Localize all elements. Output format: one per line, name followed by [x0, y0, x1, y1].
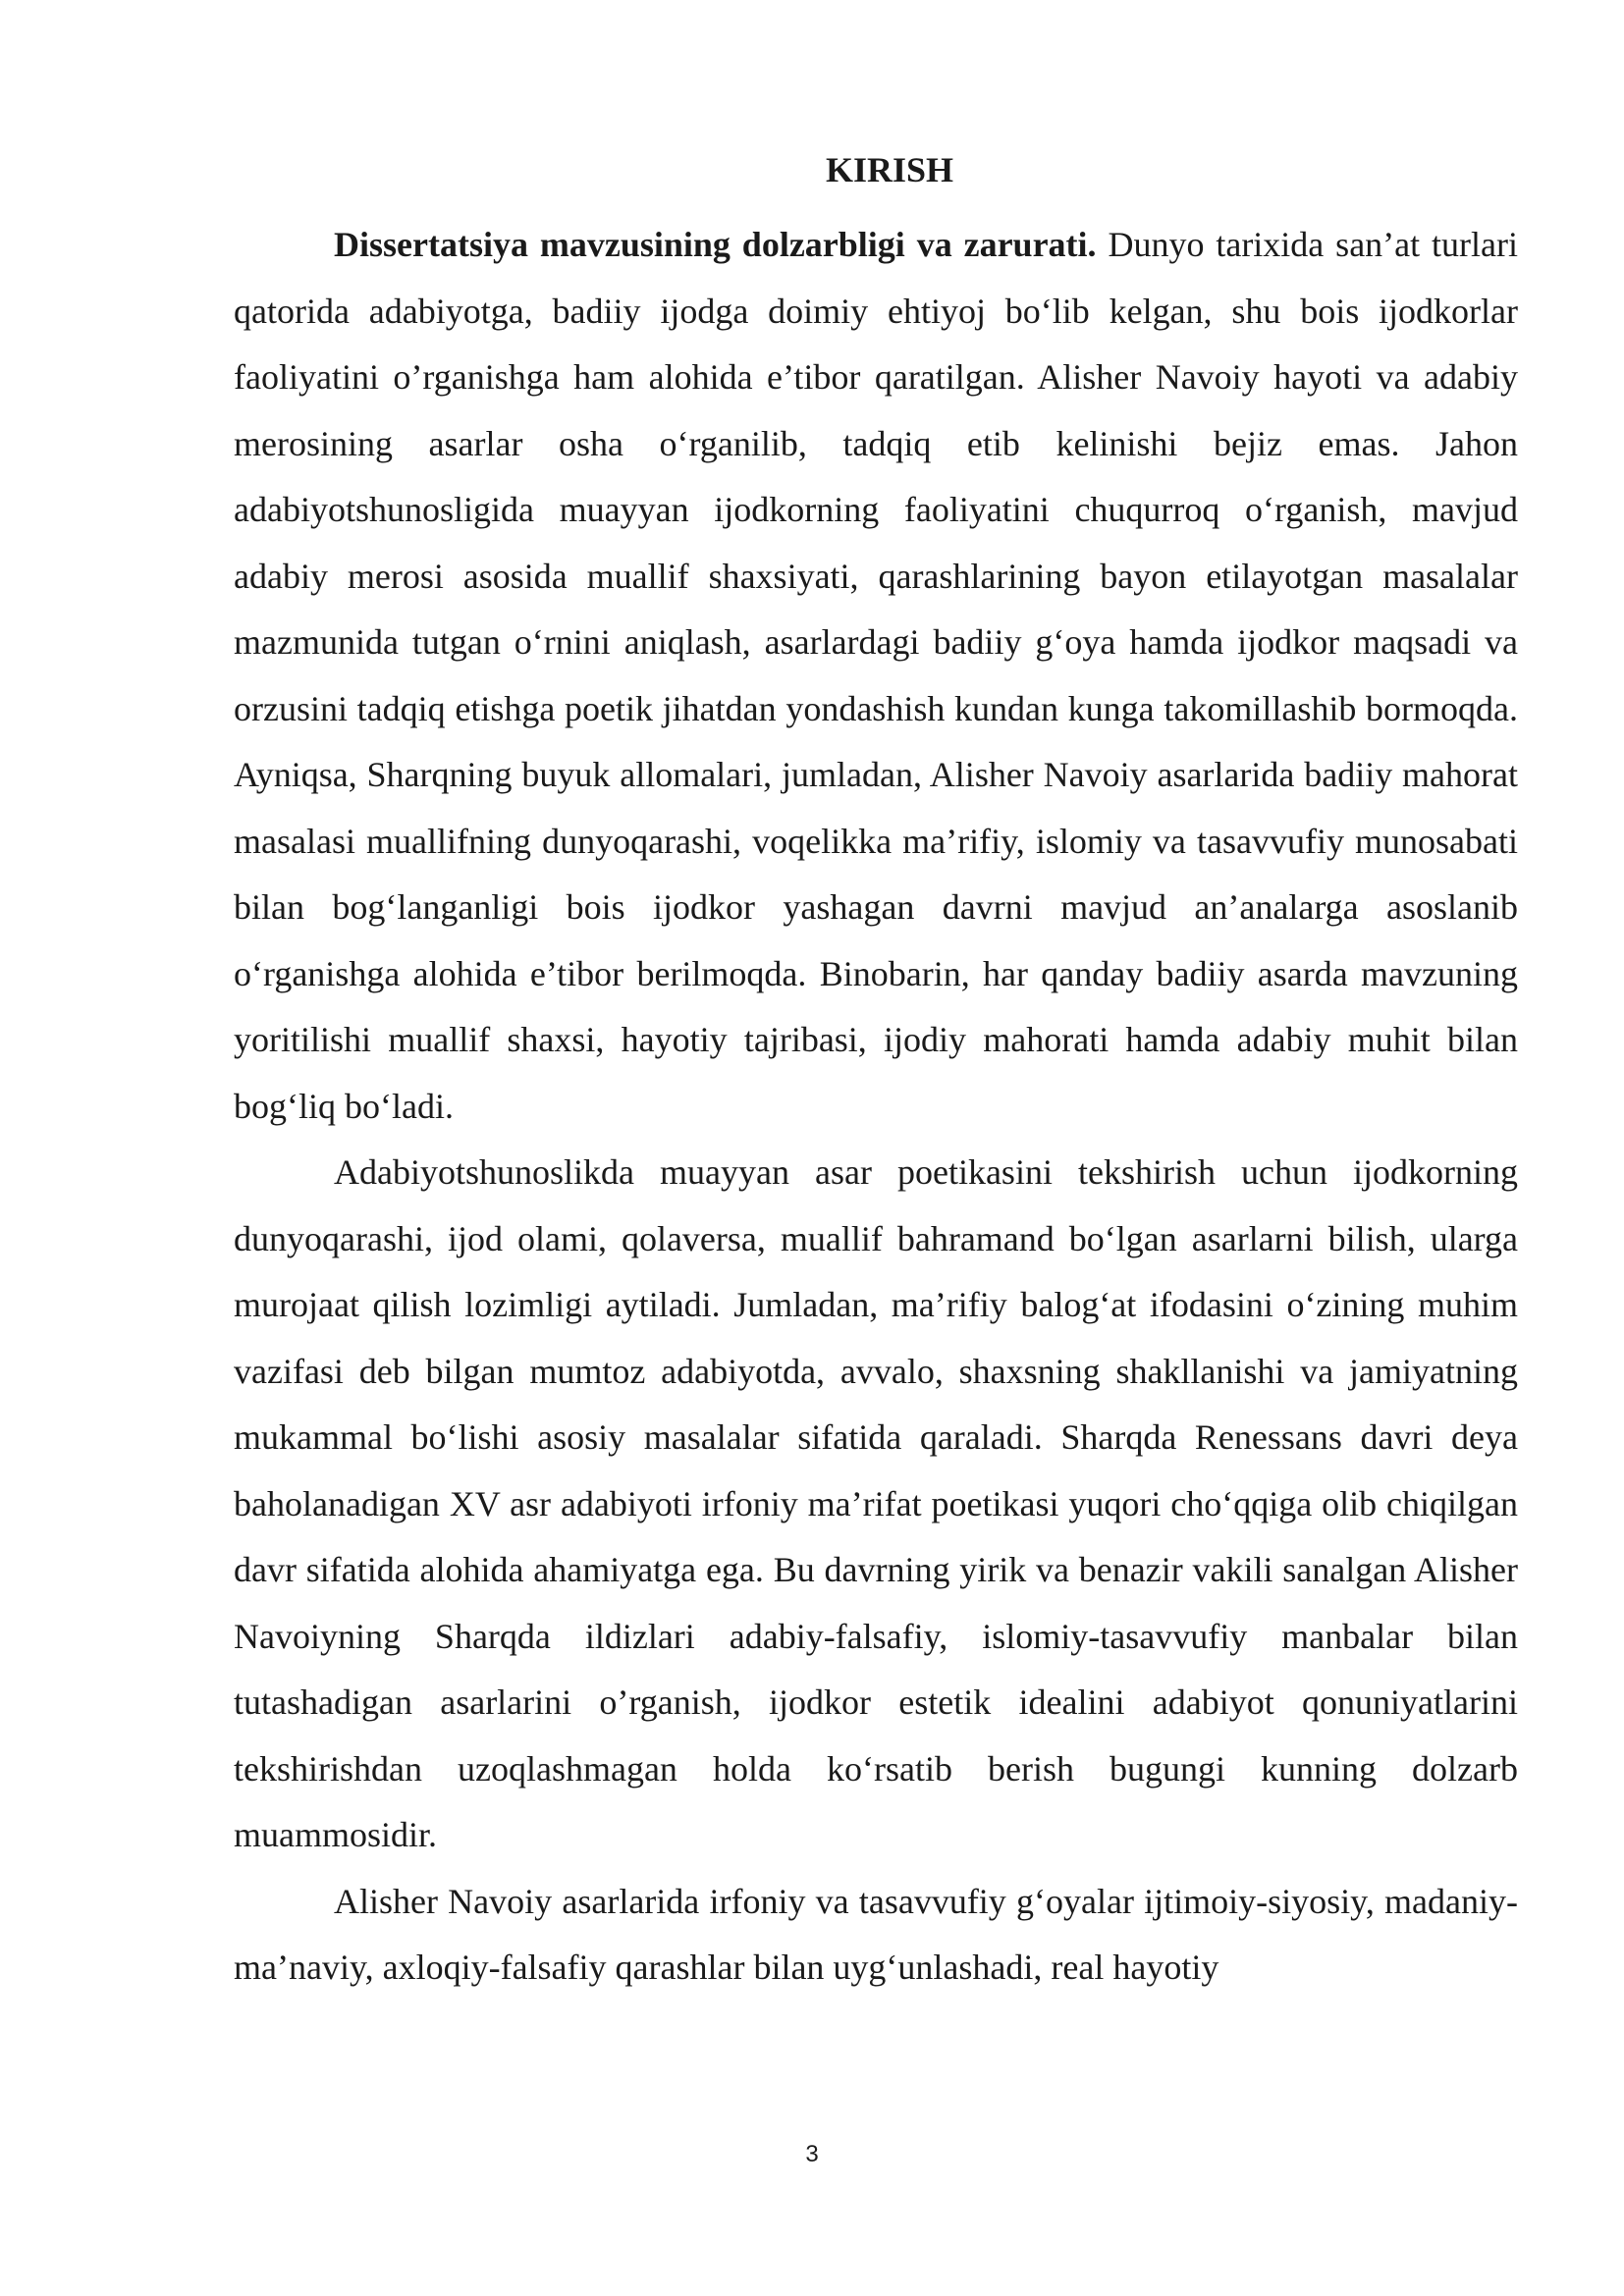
paragraph-lead-heading: Dissertatsiya mavzusining dolzarbligi va zarurati. — [334, 225, 1097, 264]
paragraph-relevance — [234, 212, 1518, 1140]
document-page — [234, 147, 1518, 2002]
paragraph-text: Dunyo tarixida san’at turlari qatorida adabiyotga, badiiy ijodga doimiy ehtiyoj bo‘lib kelgan, shu bois ijodkorlar faoliyatini o’rganishga ham alohida e’tibor qaratilgan. Alisher Navoiy hayoti va adabiy merosining asarlar osha o‘rganilib, tadqiq etib kelinishi bejiz emas. Jahon adabiyotshunosligida muayyan ijodkorning faoliyatini chuqurroq o‘rganish, mavjud adabiy merosi asosida muallif shaxsiyati, qarashlarining bayon etilayotgan masalalar mazmunida tutgan o‘rnini aniqlash, asarlardagi badiiy g‘oya hamda ijodkor maqsadi va orzusini tadqiq etishga poetik jihatdan yondashish kundan kunga takomillashib bormoqda. Ayniqsa, Sharqning buyuk allomalari, jumladan, Alisher Navoiy asarlarida badiiy mahorat masalasi muallifning dunyoqarashi, voqelikka ma’rifiy, islomiy va tasavvufiy munosabati bilan bog‘langanligi bois ijodkor yashagan davrni mavjud an’analarga asoslanib o‘rganishga alohida e’tibor berilmoqda. Binobarin, har qanday badiiy asarda mavzuning yoritilishi muallif shaxsi, hayotiy tajribasi, ijodiy mahorati hamda adabiy muhit bilan bog‘liq bo‘ladi. — [234, 225, 1518, 1126]
section-title: KIRISH — [825, 150, 954, 189]
paragraph-poetics — [234, 1140, 1518, 1869]
paragraph-text: Adabiyotshunoslikda muayyan asar poetikasini tekshirish uchun ijodkorning dunyoqarashi, ijod olami, qolaversa, muallif bahramand bo‘lgan asarlarni bilish, ularga murojaat qilish lozimligi aytiladi. Jumladan, ma’rifiy balog‘at ifodasini o‘zining muhim vazifasi deb bilgan mumtoz adabiyotda, avvalo, shaxsning shakllanishi va jamiyatning mukammal bo‘lishi asosiy masalalar sifatida qaraladi. Sharqda Renessans davri deya baholanadigan XV asr adabiyoti irfoniy ma’rifat poetikasi yuqori cho‘qqiga olib chiqilgan davr sifatida alohida ahamiyatga ega. Bu davrning yirik va benazir vakili sanalgan Alisher Navoiyning Sharqda ildizlari adabiy-falsafiy, islomiy-tasavvufiy manbalar bilan tutashadigan asarlarini o’rganish, ijodkor estetik idealini adabiyot qonuniyatlarini tekshirishdan uzoqlashmagan holda ko‘rsatib berish bugungi kunning dolzarb muammosidir. — [234, 1152, 1518, 1854]
paragraph-text: Alisher Navoiy asarlarida irfoniy va tasavvufiy g‘oyalar ijtimoiy-siyosiy, madaniy-ma’naviy, axloqiy-falsafiy qarashlar bilan uyg‘unlashadi, real hayotiy — [234, 1881, 1518, 1987]
page-number: 3 — [805, 2141, 819, 2167]
paragraph-navoiy-ideas — [234, 1869, 1518, 2002]
